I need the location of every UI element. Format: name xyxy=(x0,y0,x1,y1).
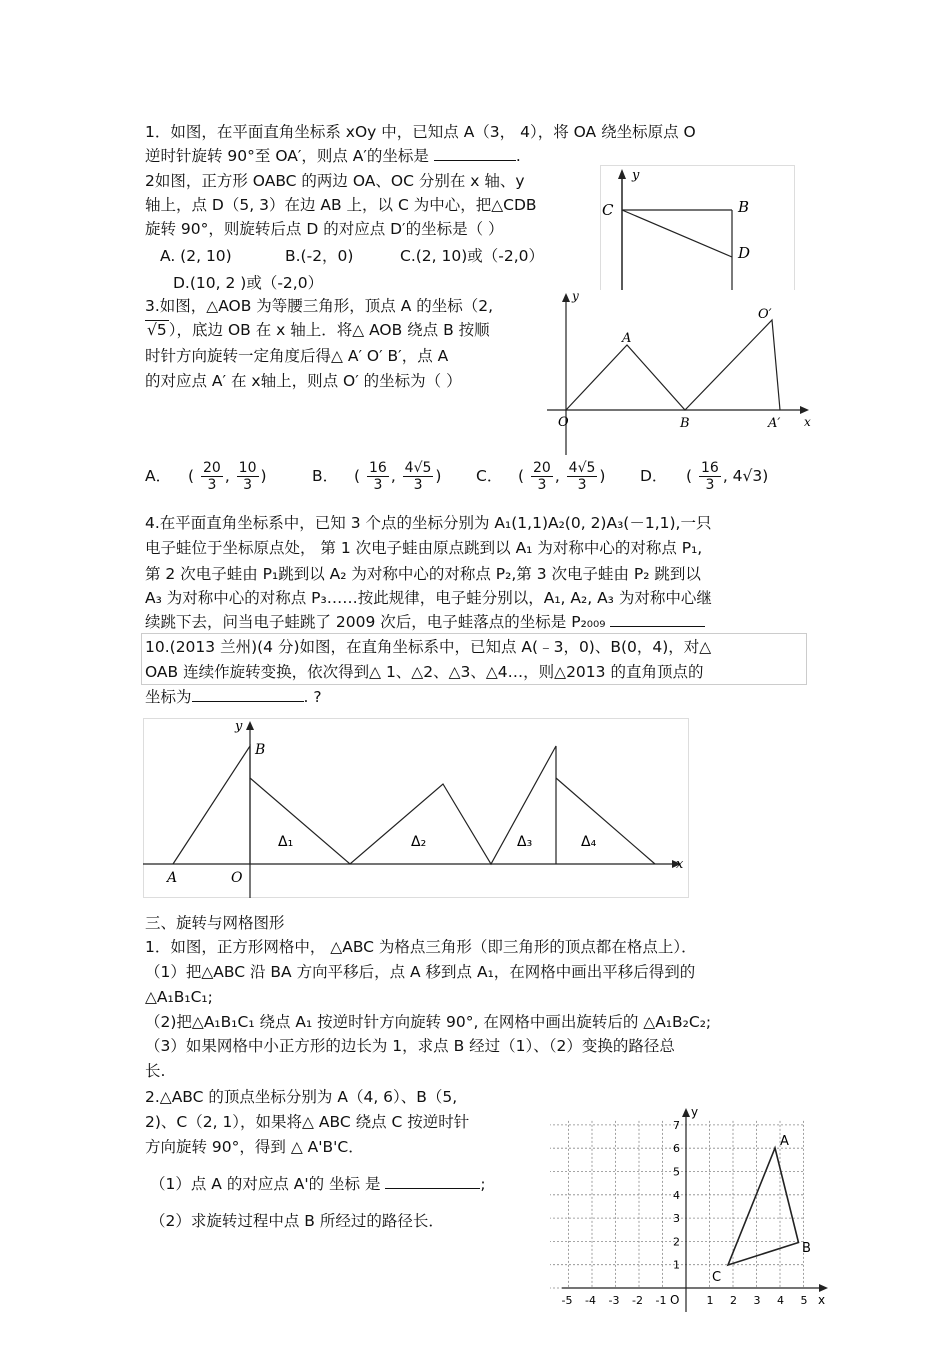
label-o: O xyxy=(558,415,569,430)
q3-c-frac1: $\frac{20}{3}$ xyxy=(532,460,551,493)
y-axis-label: y xyxy=(632,168,640,183)
sec3-p2-q1-end: ; xyxy=(480,1175,486,1193)
q2-line3: 旋转 90°，则旋转后点 D 的对应点 D′的坐标是（ ） xyxy=(145,220,504,238)
x-tick-label: -3 xyxy=(608,1294,620,1307)
q3-line4: 的对应点 A′ 在 x轴上，则点 O′ 的坐标为（ ） xyxy=(145,372,462,390)
origin-label: O xyxy=(670,1293,680,1307)
label-triangle-1: Δ₁ xyxy=(278,834,294,850)
y-axis-arrow-icon xyxy=(562,293,570,302)
q3-option-a: ( $\frac{20}{3}$ , $\frac{10}{3}$ ) xyxy=(188,460,267,493)
y-axis-label: y xyxy=(235,719,243,734)
q2-option-b: B.(-2，0) xyxy=(285,247,354,265)
x-axis-label: x xyxy=(804,415,811,429)
section3-title: 三、旋转与网格图形 xyxy=(145,914,285,932)
q3-line1: 3.如图，△AOB 为等腰三角形，顶点 A 的坐标（2, xyxy=(145,297,494,315)
label-triangle-3: Δ₃ xyxy=(517,834,533,850)
label-a-prime: A′ xyxy=(768,416,781,431)
q10-line1: 10.(2013 兰州)(4 分)如图，在直角坐标系中，已知点 A(﹣3，0)、B(0，4)，对△ xyxy=(145,638,712,656)
q3-option-d: ( $\frac{16}{3}$ , 4√3) xyxy=(686,460,769,493)
q4-line1: 4.在平面直角坐标系中，已知 3 个点的坐标分别为 A₁(1,1)A₂(0, 2)A₃(－1,1),一只 xyxy=(145,514,712,532)
q2-line1: 2如图，正方形 OABC 的两边 OA、OC 分别在 x 轴、y xyxy=(145,172,525,190)
x-tick-label: 1 xyxy=(706,1294,714,1307)
q3-a-frac2: $\frac{10}{3}$ xyxy=(238,460,257,493)
q3-c-frac2: $\frac{4√5}{3}$ xyxy=(568,460,596,493)
q10-line3-text: 坐标为 xyxy=(145,688,192,706)
figure-frame xyxy=(601,166,795,293)
label-b: B xyxy=(680,416,690,431)
q3-b-frac2: $\frac{4√5}{3}$ xyxy=(404,460,432,493)
q3-line3: 时针方向旋转一定角度后得△ A′ O′ B′，点 A xyxy=(145,347,449,365)
sec3-p1-line3: △A₁B₁C₁; xyxy=(145,988,213,1006)
q10-line2: OAB 连续作旋转变换，依次得到△ 1、△2、△3、△4…，则△2013 的直角顶点的 xyxy=(145,663,704,681)
x-tick-label: -5 xyxy=(561,1294,573,1307)
label-o-prime: O′ xyxy=(758,307,772,322)
sec3-p1-line5: （3）如果网格中小正方形的边长为 1，求点 B 经过（1）、（2）变换的路径总 xyxy=(145,1037,675,1055)
q2-option-c: C.(2, 10)或（-2,0） xyxy=(400,247,545,265)
sec3-p2-question1 xyxy=(150,1174,486,1194)
y-axis-label: y xyxy=(691,1105,699,1119)
triangles-outline xyxy=(566,320,780,410)
label-a: A xyxy=(622,331,632,346)
y-tick-label: 1 xyxy=(673,1258,680,1272)
label-b: B xyxy=(738,198,750,216)
sec3-p1-line4: （2)把△A₁B₁C₁ 绕点 A₁ 按逆时针方向旋转 90°, 在网格中画出旋转后的 △A₁B₂C₂; xyxy=(145,1013,712,1031)
x-axis-label: x xyxy=(676,857,684,872)
q1-line2-text: 逆时针旋转 90°至 OA′，则点 A′的坐标是 xyxy=(145,147,429,165)
q3-option-c: ( $\frac{20}{3}$ , $\frac{4√5}{3}$ ) xyxy=(518,460,606,493)
x-tick-label: 4 xyxy=(777,1294,784,1307)
x-axis-arrow-icon xyxy=(800,406,809,414)
sec3-p2-line3: 方向旋转 90°，得到 △ A'B'C． xyxy=(145,1138,364,1156)
q2-option-d: D.(10, 2 )或（-2,0） xyxy=(173,274,324,292)
q4-line5 xyxy=(145,612,705,632)
q3-option-c-label: C． xyxy=(476,467,503,485)
q10-line3 xyxy=(145,687,322,707)
x-tick-label: 5 xyxy=(800,1294,808,1307)
q10-answer-blank xyxy=(192,687,304,702)
triangle-4-hyp xyxy=(556,778,655,864)
sec3-p2-q1-blank xyxy=(385,1174,480,1189)
segment-cd xyxy=(622,210,732,257)
y-tick-label: 4 xyxy=(673,1188,680,1202)
y-axis-arrow-icon xyxy=(618,169,626,179)
triangles-chain xyxy=(173,746,556,864)
label-c: C xyxy=(712,1270,722,1285)
q3-b-frac1: $\frac{16}{3}$ xyxy=(368,460,387,493)
label-o: O xyxy=(231,870,243,886)
q3-option-b: ( $\frac{16}{3}$ , $\frac{4√5}{3}$ ) xyxy=(354,460,442,493)
sec3-p2-question2: （2）求旋转过程中点 B 所经过的路径长． xyxy=(150,1212,444,1230)
y-axis-label: y xyxy=(572,290,579,303)
x-axis-arrow-icon xyxy=(819,1284,828,1292)
x-tick-label: -2 xyxy=(632,1294,643,1307)
x-tick-label: 3 xyxy=(753,1294,761,1307)
x-tick-label: -4 xyxy=(585,1294,596,1307)
label-a: A xyxy=(780,1134,789,1149)
label-c: C xyxy=(602,201,614,219)
label-triangle-2: Δ₂ xyxy=(411,834,427,850)
x-tick-label: 2 xyxy=(730,1294,737,1307)
sec3-p1-line1: 1．如图，正方形网格中， △ABC 为格点三角形（即三角形的顶点都在格点上）． xyxy=(145,938,697,956)
q2-line2: 轴上，点 D（5, 3）在边 AB 上，以 C 为中心，把△CDB xyxy=(145,196,537,214)
triangle-abc xyxy=(728,1148,799,1265)
q1-line1: 1．如图，在平面直角坐标系 xOy 中，已知点 A（3， 4），将 OA 绕坐标原点 O xyxy=(145,123,696,141)
label-a: A xyxy=(167,870,178,886)
label-triangle-4: Δ₄ xyxy=(581,834,597,850)
y-tick-label: 3 xyxy=(673,1212,680,1226)
q4-line4: A₃ 为对称中心的对称点 P₃……按此规律，电子蛙分别以，A₁, A₂, A₃ 为对称中心继 xyxy=(145,589,712,607)
q3-line2 xyxy=(145,320,490,340)
q1-answer-blank xyxy=(434,146,516,161)
sec3-p1-line2: （1）把△ABC 沿 BA 方向平移后，点 A 移到点 A₁，在网格中画出平移后得到的 xyxy=(145,963,696,981)
y-tick-labels xyxy=(673,1119,680,1272)
q2-option-a: A. (2, 10) xyxy=(160,247,232,265)
q4-line3: 第 2 次电子蛙由 P₁跳到以 A₂ 为对称中心的对称点 P₂,第 3 次电子蛙由 P₂ 跳到以 xyxy=(145,565,701,583)
y-tick-label: 2 xyxy=(673,1235,680,1249)
q3-option-a-label: A． xyxy=(145,467,172,485)
q3-option-b-label: B． xyxy=(312,467,339,485)
q10-rotation-figure xyxy=(143,718,689,898)
sec3-p1-line6: 长. xyxy=(145,1062,166,1080)
sec3-p2-q1-text: （1）点 A 的对应点 A'的 坐标 是 xyxy=(150,1175,381,1193)
y-axis-arrow-icon xyxy=(246,721,254,730)
label-d: D xyxy=(738,244,751,262)
q10-line3-end: . ? xyxy=(303,688,322,706)
sec3-grid-figure xyxy=(550,1100,840,1315)
y-tick-label: 5 xyxy=(673,1165,680,1179)
sec3-p2-line2: 2)、C（2, 1），如果将△ ABC 绕点 C 按逆时针 xyxy=(145,1113,470,1131)
q3-d-frac1: $\frac{16}{3}$ xyxy=(700,460,719,493)
q1-line2 xyxy=(145,146,521,166)
label-b: B xyxy=(802,1241,811,1256)
q4-line5-text: 续跳下去，问当电子蛙跳了 2009 次后，电子蛙落点的坐标是 P₂₀₀₉ xyxy=(145,613,606,631)
q3-option-d-label: D． xyxy=(640,467,668,485)
q2-square-figure xyxy=(600,165,795,293)
x-axis-label: x xyxy=(818,1293,826,1307)
q3-d-tail: 4√3 xyxy=(732,467,763,485)
sec3-p2-line1: 2.△ABC 的顶点坐标分别为 A（4, 6）、B（5, xyxy=(145,1088,458,1106)
x-tick-label: -1 xyxy=(655,1294,667,1307)
q3-sqrt: √5 xyxy=(147,321,167,339)
q4-answer-blank xyxy=(610,612,705,627)
label-b: B xyxy=(255,742,266,758)
y-tick-label: 6 xyxy=(673,1142,680,1156)
y-tick-label: 7 xyxy=(673,1118,680,1132)
q3-sqrt-value: 5 xyxy=(156,321,167,339)
q3-line2-text: ），底边 OB 在 x 轴上．将△ AOB 绕点 B 按顺 xyxy=(168,321,490,339)
q3-a-frac1: $\frac{20}{3}$ xyxy=(202,460,221,493)
q4-line2: 电子蛙位于坐标原点处， 第 1 次电子蛙由原点跳到以 A₁ 为对称中心的对称点 P₁, xyxy=(145,539,703,557)
q3-triangle-figure xyxy=(542,290,816,458)
y-axis-arrow-icon xyxy=(682,1108,690,1117)
q1-line2-end: . xyxy=(515,147,521,165)
x-tick-labels xyxy=(562,1294,808,1307)
